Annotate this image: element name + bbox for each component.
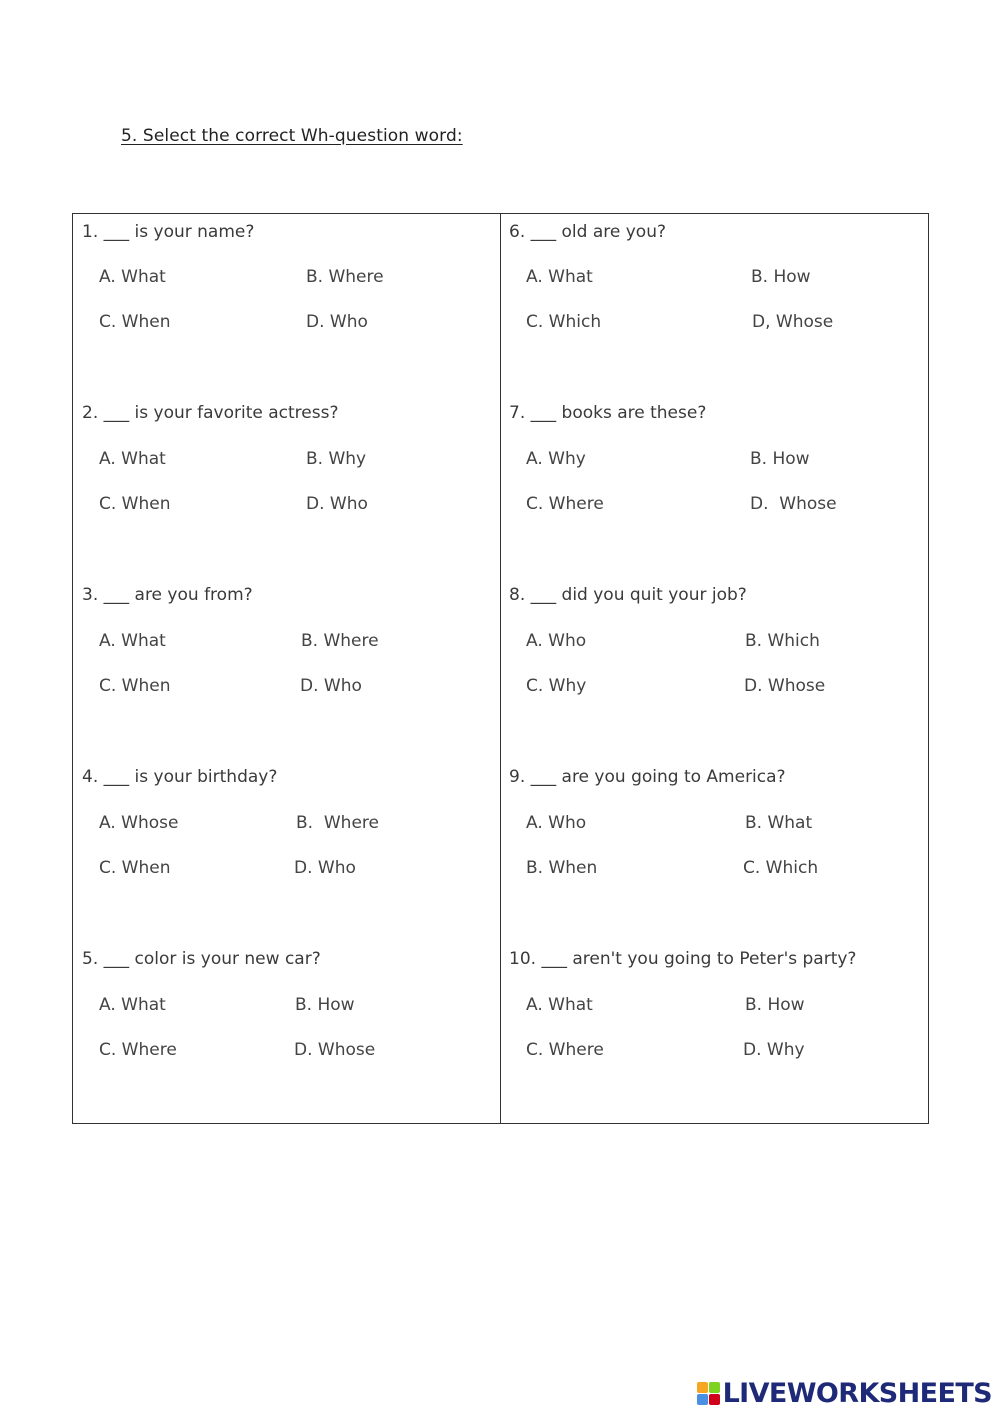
option-6d[interactable]: D, Whose	[752, 312, 834, 332]
option-6b[interactable]: B. How	[751, 267, 811, 287]
option-9b[interactable]: B. What	[745, 813, 813, 833]
question-10: 10. ___ aren't you going to Peter's party?	[509, 949, 857, 969]
option-7a[interactable]: A. Why	[526, 449, 586, 469]
question-6: 6. ___ old are you?	[509, 222, 667, 242]
question-4: 4. ___ is your birthday?	[82, 767, 278, 787]
option-2c[interactable]: C. When	[99, 494, 171, 514]
option-1a[interactable]: A. What	[99, 267, 166, 287]
option-9a[interactable]: A. Who	[526, 813, 587, 833]
option-7c[interactable]: C. Where	[526, 494, 604, 514]
option-10a[interactable]: A. What	[526, 995, 593, 1015]
question-1: 1. ___ is your name?	[82, 222, 255, 242]
question-7: 7. ___ books are these?	[509, 403, 707, 423]
question-5: 5. ___ color is your new car?	[82, 949, 321, 969]
option-8c[interactable]: C. Why	[526, 676, 587, 696]
option-5d[interactable]: D. Whose	[294, 1040, 376, 1060]
option-2d[interactable]: D. Who	[306, 494, 368, 514]
liveworksheets-logo	[697, 1378, 992, 1408]
option-9c[interactable]: B. When	[526, 858, 598, 878]
option-2b[interactable]: B. Why	[306, 449, 367, 469]
question-2: 2. ___ is your favorite actress?	[82, 403, 339, 423]
option-1d[interactable]: D. Who	[306, 312, 368, 332]
option-7b[interactable]: B. How	[750, 449, 810, 469]
option-5c[interactable]: C. Where	[99, 1040, 177, 1060]
option-4a[interactable]: A. Whose	[99, 813, 179, 833]
option-10d[interactable]: D. Why	[743, 1040, 805, 1060]
option-1b[interactable]: B. Where	[306, 267, 384, 287]
option-3b[interactable]: B. Where	[301, 631, 379, 651]
question-3: 3. ___ are you from?	[82, 585, 253, 605]
option-8a[interactable]: A. Who	[526, 631, 587, 651]
option-8d[interactable]: D. Whose	[744, 676, 826, 696]
option-6c[interactable]: C. Which	[526, 312, 602, 332]
option-7d[interactable]: D. Whose	[750, 494, 837, 514]
questions-table	[72, 213, 929, 1124]
option-6a[interactable]: A. What	[526, 267, 593, 287]
option-3d[interactable]: D. Who	[300, 676, 362, 696]
option-1c[interactable]: C. When	[99, 312, 171, 332]
question-9: 9. ___ are you going to America?	[509, 767, 786, 787]
option-10c[interactable]: C. Where	[526, 1040, 604, 1060]
option-4d[interactable]: D. Who	[294, 858, 356, 878]
worksheet-heading: 5. Select the correct Wh-question word:	[121, 126, 463, 146]
question-8: 8. ___ did you quit your job?	[509, 585, 747, 605]
option-4c[interactable]: C. When	[99, 858, 171, 878]
liveworksheets-mark-icon	[697, 1381, 721, 1405]
column-divider	[500, 214, 501, 1123]
option-2a[interactable]: A. What	[99, 449, 166, 469]
option-5b[interactable]: B. How	[295, 995, 355, 1015]
option-3a[interactable]: A. What	[99, 631, 166, 651]
brand-name: LIVEWORKSHEETS	[722, 1377, 992, 1409]
option-3c[interactable]: C. When	[99, 676, 171, 696]
option-8b[interactable]: B. Which	[745, 631, 820, 651]
option-5a[interactable]: A. What	[99, 995, 166, 1015]
option-9d[interactable]: C. Which	[743, 858, 819, 878]
option-10b[interactable]: B. How	[745, 995, 805, 1015]
option-4b[interactable]: B. Where	[296, 813, 379, 833]
